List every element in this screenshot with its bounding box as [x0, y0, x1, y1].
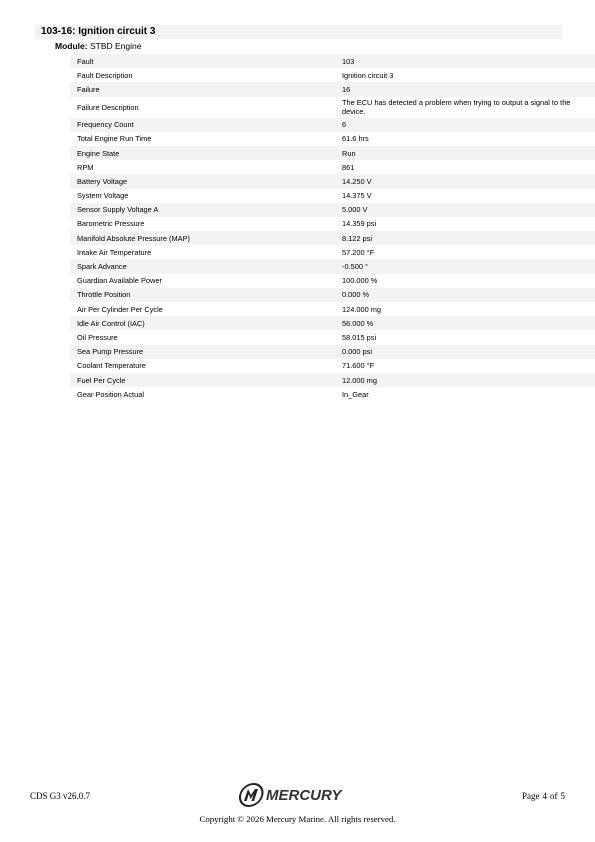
table-row: [70, 54, 595, 68]
table-row: [70, 189, 595, 203]
table-row: [70, 231, 595, 245]
row-label: Engine State: [70, 146, 339, 160]
fault-title: 103-16: Ignition circuit 3: [35, 25, 562, 39]
row-value: 14.250 V: [339, 174, 595, 188]
software-version: CDS G3 v26.0.7: [30, 791, 91, 801]
table-row: [70, 82, 595, 96]
table-row: [70, 97, 595, 118]
row-label: Throttle Position: [70, 288, 339, 302]
row-label: Battery Voltage: [70, 174, 339, 188]
page-indicator: [522, 791, 565, 801]
table-row: [70, 174, 595, 188]
table-row: [70, 259, 595, 273]
module-line: [55, 40, 141, 52]
page-current: 4: [542, 791, 547, 801]
table-row: [70, 302, 595, 316]
table-row: [70, 118, 595, 132]
row-value: 0.000 %: [339, 288, 595, 302]
row-value: -0.500 °: [339, 259, 595, 273]
table-row: [70, 316, 595, 330]
row-value: 124.000 mg: [342, 304, 382, 314]
row-value: The ECU has detected a problem when trying to output a signal to the device.: [342, 98, 571, 117]
page-total: 5: [560, 791, 565, 801]
row-value: 103: [339, 54, 595, 68]
row-value: 5.000 V: [339, 203, 595, 217]
row-value: 861: [342, 162, 355, 172]
row-value: In_Gear: [342, 389, 369, 399]
row-label: Fault: [70, 54, 339, 68]
row-label: Oil Pressure: [77, 332, 118, 342]
module-label: Module:: [55, 41, 88, 51]
row-label: Fuel Per Cycle: [70, 373, 339, 387]
row-value: 14.359 psi: [342, 219, 377, 229]
row-label: Fault Description: [77, 70, 133, 80]
row-value: 16: [339, 82, 595, 96]
page-label: Page: [522, 791, 540, 801]
row-label: Failure Description: [77, 102, 139, 112]
table-row: [70, 387, 595, 401]
row-label: Coolant Temperature: [77, 361, 146, 371]
row-label: Intake Air Temperature: [77, 247, 152, 257]
copyright-notice: Copyright © 2026 Mercury Marine. All rights reserved.: [199, 814, 396, 824]
row-label: Sea Pump Pressure: [70, 345, 339, 359]
row-value: 0.000 psi: [339, 345, 595, 359]
row-label: Spark Advance: [70, 259, 339, 273]
row-value: Ignition circuit 3: [342, 70, 394, 80]
row-value: 61.6 hrs: [342, 134, 369, 144]
table-row: [70, 245, 595, 259]
table-row: [70, 274, 595, 288]
page-of: of: [550, 791, 558, 801]
table-row: [70, 373, 595, 387]
row-label: Frequency Count: [70, 118, 339, 132]
row-value: 12.000 mg: [339, 373, 595, 387]
table-row: [70, 330, 595, 344]
row-label: Barometric Pressure: [77, 219, 145, 229]
row-value: 8.122 psi: [339, 231, 595, 245]
row-label: Failure: [70, 82, 339, 96]
table-row: [70, 203, 595, 217]
table-row: [70, 132, 595, 146]
row-label: Guardian Available Power: [77, 276, 162, 286]
table-row: [70, 160, 595, 174]
row-value: 71.600 °F: [342, 361, 375, 371]
row-label: Total Engine Run Time: [77, 134, 152, 144]
row-label: Idle Air Control (IAC): [70, 316, 339, 330]
row-value: 57.200 °F: [342, 247, 375, 257]
fault-data-table: [70, 54, 595, 401]
row-value: 6: [339, 118, 595, 132]
row-label: System Voltage: [77, 191, 129, 201]
row-label: Air Per Cylinder Per Cycle: [77, 304, 163, 314]
mercury-logo: [238, 782, 356, 808]
row-value: 14.375 V: [342, 191, 372, 201]
row-label: Gear Position Actual: [77, 389, 144, 399]
row-label: RPM: [77, 162, 94, 172]
row-value: 58.015 psi: [342, 332, 377, 342]
table-row: [70, 345, 595, 359]
table-row: [70, 217, 595, 231]
table-row: [70, 68, 595, 82]
table-row: [70, 146, 595, 160]
mercury-logo-text: MERCURY: [266, 787, 342, 804]
row-value: Run: [339, 146, 595, 160]
table-row: [70, 288, 595, 302]
module-value: STBD Engine: [89, 41, 142, 51]
row-value: 56.000 %: [339, 316, 595, 330]
row-label: Manifold Absolute Pressure (MAP): [70, 231, 339, 245]
row-value: 100.000 %: [342, 276, 378, 286]
row-label: Sensor Supply Voltage A: [70, 203, 339, 217]
table-row: [70, 359, 595, 373]
